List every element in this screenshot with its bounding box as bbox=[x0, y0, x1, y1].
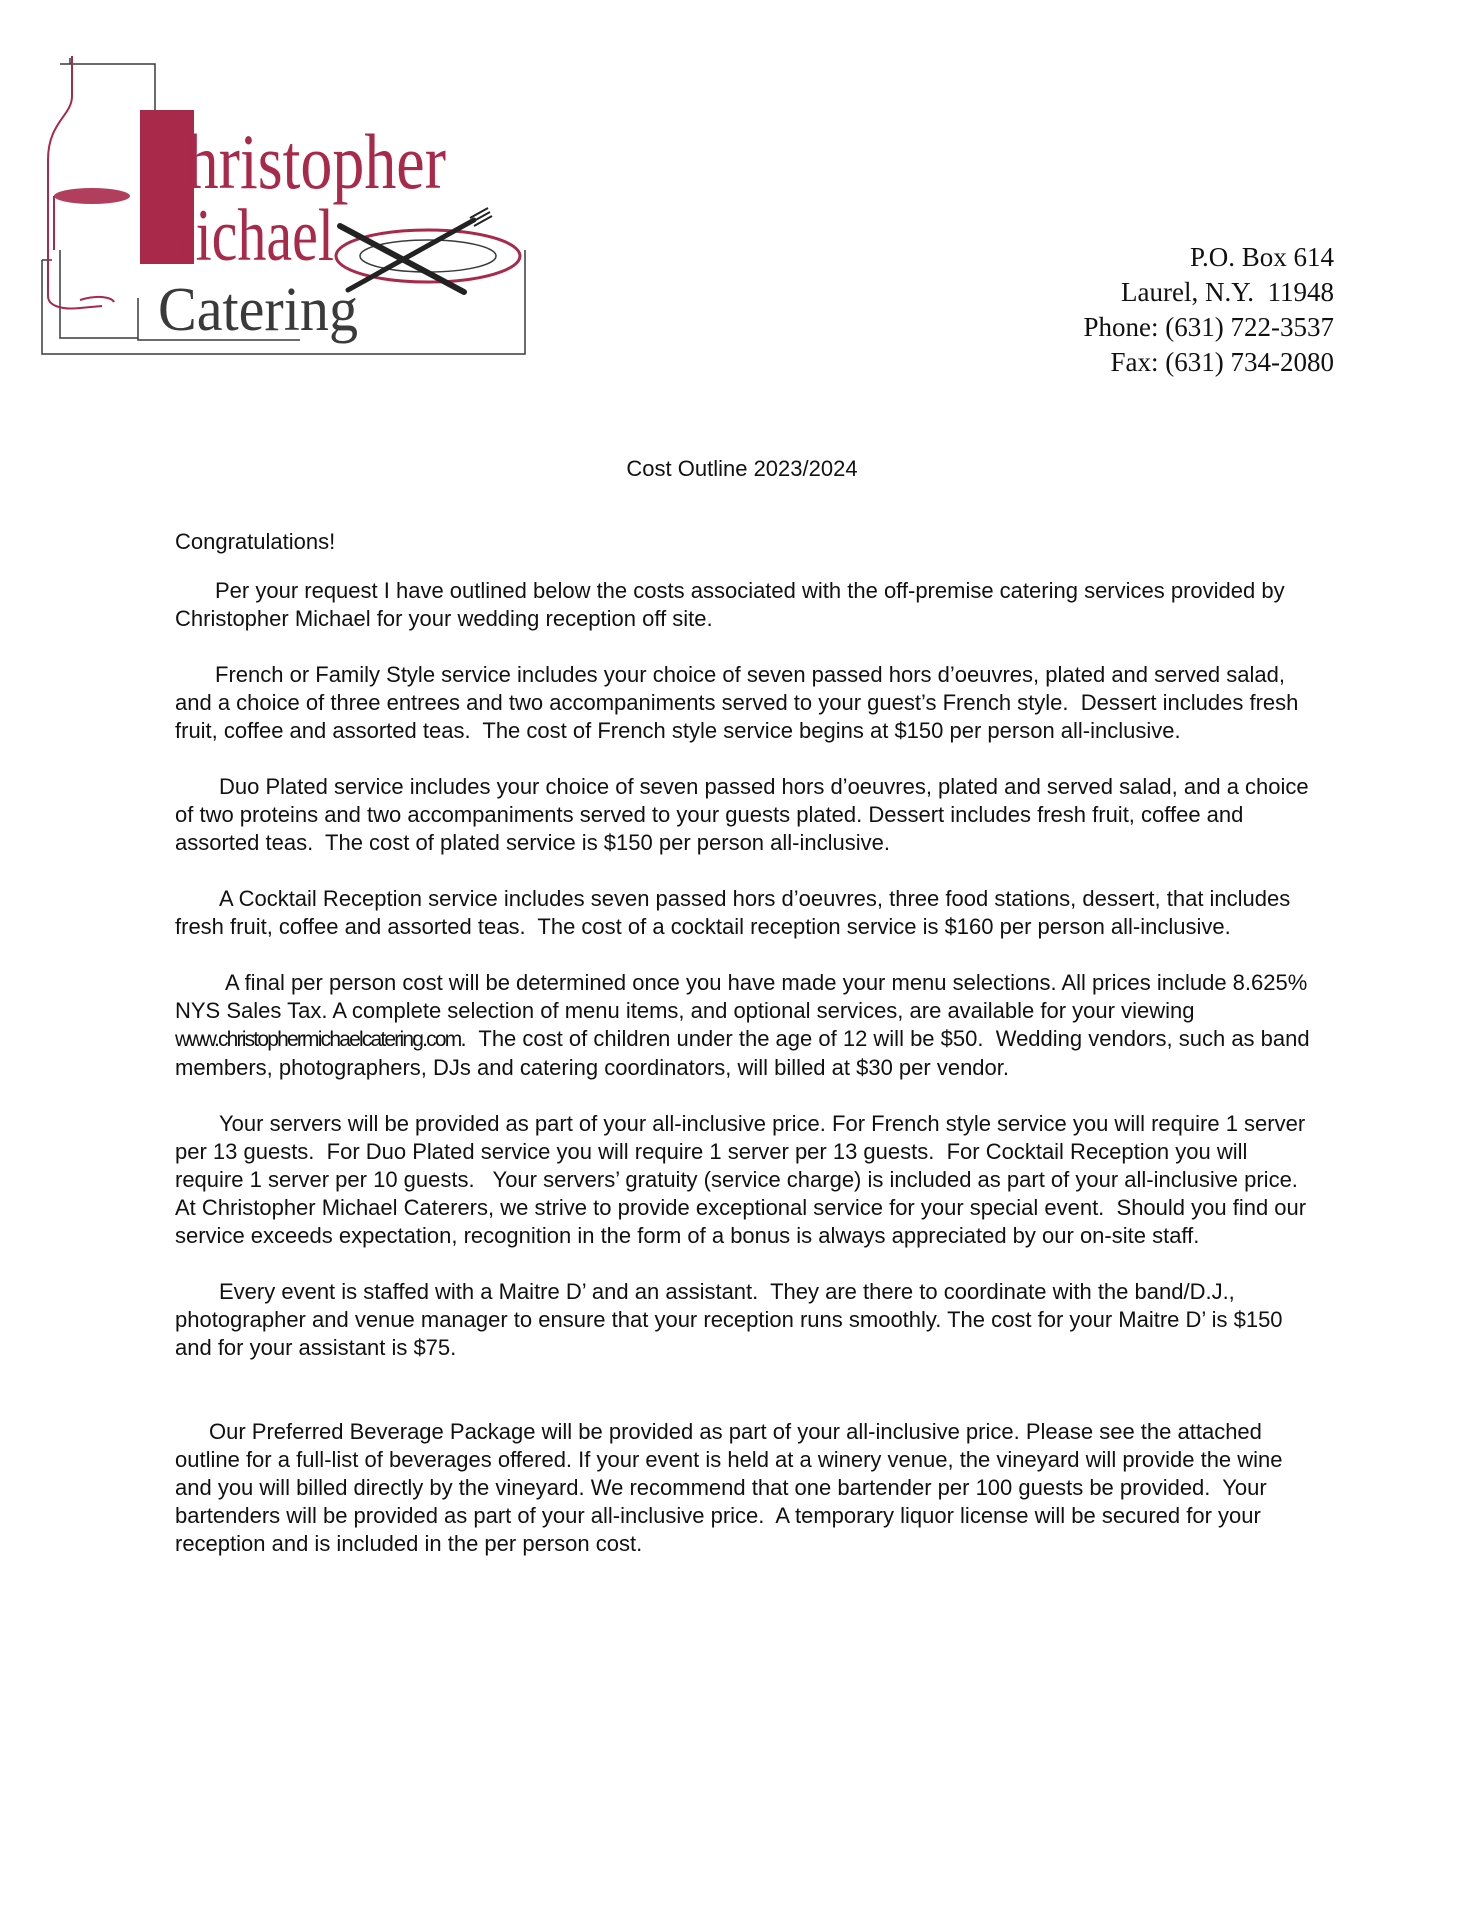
paragraph-servers bbox=[175, 1110, 1315, 1250]
paragraph-beverage-text: Our Preferred Beverage Package will be provided as part of your all-inclusive price. Please see the attached outline for a full-list of beverages offered. If your event is held at a winery venue, the vineyard will provide the wine and you will billed directly by the vineyard. We recommend that one bartender per 100 guests be provided. Your bartenders will be provided as part of your all-inclusive price. A temporary liquor license will be secured for your reception and is included in the per person cost. bbox=[175, 1419, 1289, 1556]
company-address bbox=[1084, 240, 1334, 380]
paragraph-french-service bbox=[175, 661, 1315, 745]
paragraph-duo-plated bbox=[175, 773, 1315, 857]
address-po-box: P.O. Box 614 bbox=[1189, 242, 1334, 272]
paragraph-maitre-text: Every event is staffed with a Maitre D’ and an assistant. They are there to coordinate with the band/D.J., photographer and venue manager to ensure that your reception runs smoothly. The cost for your Maitre D’ is $150 and for your assistant is $75. bbox=[175, 1279, 1289, 1360]
wine-glass-icon bbox=[54, 188, 130, 204]
paragraph-final-text-before: A final per person cost will be determined once you have made your menu selections. All prices include 8.625% NYS Sales Tax. A complete selection of menu items, and optional services, are available for your viewing bbox=[175, 970, 1314, 1023]
greeting: Congratulations! bbox=[175, 529, 336, 554]
company-logo bbox=[40, 50, 530, 370]
paragraph-final-cost bbox=[175, 969, 1315, 1082]
logo-line-catering: Catering bbox=[158, 276, 358, 344]
paragraph-intro bbox=[175, 577, 1315, 633]
address-fax: Fax: (631) 734-2080 bbox=[1110, 347, 1334, 377]
paragraph-french-text: French or Family Style service includes your choice of seven passed hors d’oeuvres, plated and served salad, and a choice of three entrees and two accompaniments served to your guest’s French style. Dessert includes fresh fruit, coffee and assorted teas. The cost of French style service begins at $150 per person all-inclusive. bbox=[175, 662, 1305, 743]
paragraph-beverage bbox=[175, 1418, 1315, 1558]
logo-line-michael: Michael bbox=[144, 195, 334, 277]
paragraph-final-text-after: . The cost of children under the age of 12 will be $50. Wedding vendors, such as band members, photographers, DJs and catering coordinators, will billed at $30 per vendor. bbox=[175, 1026, 1316, 1080]
paragraph-duo-text: Duo Plated service includes your choice of seven passed hors d’oeuvres, plated and served salad, and a choice of two proteins and two accompaniments served to your guests plated. Dessert includes fresh fruit, coffee and assorted teas. The cost of plated service is $150 per person all-inclusive. bbox=[175, 774, 1315, 855]
address-phone: Phone: (631) 722-3537 bbox=[1083, 312, 1334, 342]
paragraph-cocktail-text: A Cocktail Reception service includes seven passed hors d’oeuvres, three food stations, dessert, that includes fresh fruit, coffee and assorted teas. The cost of a cocktail reception service is $160 per person all-inclusive. bbox=[175, 886, 1297, 939]
website-link[interactable]: www.christophermichaelcatering.com bbox=[175, 1028, 461, 1051]
paragraph-intro-text: Per your request I have outlined below the costs associated with the off-premise catering services provided by Christopher Michael for your wedding reception off site. bbox=[175, 578, 1285, 631]
document-body bbox=[175, 528, 1315, 1586]
paragraph-maitre-d bbox=[175, 1278, 1315, 1362]
address-city: Laurel, N.Y. 11948 bbox=[1121, 277, 1334, 307]
document-title: Cost Outline 2023/2024 bbox=[626, 456, 858, 481]
plate-and-cutlery-icon bbox=[336, 208, 520, 292]
paragraph-cocktail bbox=[175, 885, 1315, 941]
paragraph-servers-text: Your servers will be provided as part of your all-inclusive price. For French style service you will require 1 server per 13 guests. For Duo Plated service you will require 1 server per 13 guests. For Cocktail Reception you will require 1 server per 10 guests. Your servers’ gratuity (service charge) is included as part of your all-inclusive price. At Christopher Michael Caterers, we strive to provide exceptional service for your special event. Should you find our service exceeds expectation, recognition in the form of a bonus is always appreciated by our on-site staff. bbox=[175, 1111, 1313, 1248]
logo-line-christopher: Christopher bbox=[144, 118, 447, 205]
